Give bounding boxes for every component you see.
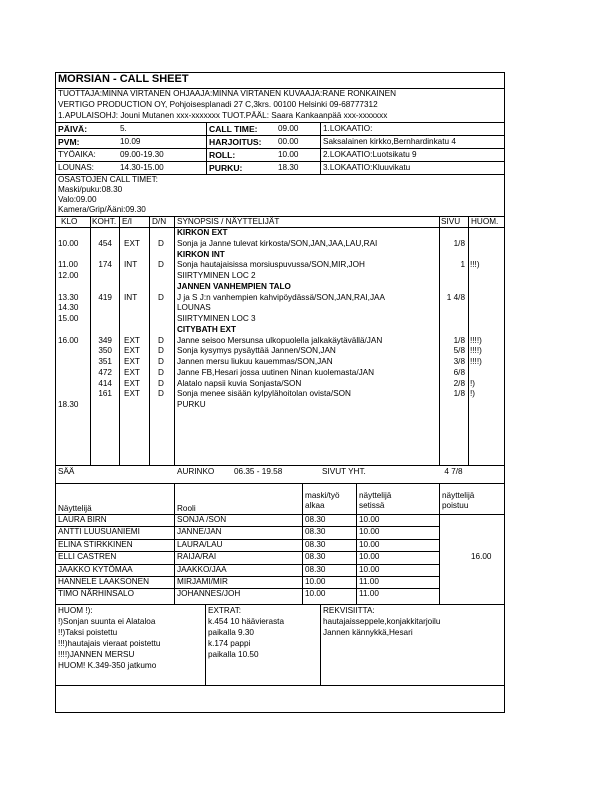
call-sheet [55,72,505,713]
divider [56,514,504,515]
schedule-note: !!!) [470,260,480,270]
divider [56,588,439,589]
divider [356,483,357,604]
rekvisiitta-line: hautajaisseppele,konjakkitarjoilu [323,617,441,626]
dept-item: Maski/puku:08.30 [58,185,123,194]
schedule-pages: 6/8 [453,367,465,377]
divider [56,161,504,162]
cast-actor: ELLI CASTREN [58,552,117,562]
divider [439,483,440,604]
schedule-int-ext: EXT [124,335,140,345]
huom-line: !!)Taksi poistettu [58,628,118,637]
pages-total-label: SIVUT YHT. [322,467,366,476]
location-3: 3.LOKAATIO:Kluuvikatu [323,163,411,172]
roll-label: ROLL: [209,150,236,160]
extrat-line: k.174 pappi [208,639,251,648]
cast-role: JOHANNES/JOH [177,589,241,599]
divider [56,465,504,466]
schedule-int-ext: EXT [124,378,140,388]
company-line: VERTIGO PRODUCTION OY, Pohjoisesplanadi 27 C,3krs. 00100 Helsinki 09-68777312 [58,100,378,109]
schedule-day-night: D [158,335,164,345]
cast-set-time: 11.00 [359,589,379,599]
schedule-scene: 349 [98,335,112,345]
schedule-scene: 174 [98,260,112,270]
dept-item: Kamera/Grip/Ääni:09.30 [58,205,146,214]
divider [149,216,150,465]
schedule-int-ext: EXT [124,389,140,399]
cast-header-out: näyttelijä [442,491,475,500]
divider [56,526,439,527]
schedule-time: 11.00 [58,260,78,270]
schedule-synopsis: Alatalo napsii kuvia Sonjasta/SON [177,378,302,388]
extrat-line: k.454 10 häävierasta [208,617,285,626]
cast-header-out-2: poistuu [442,501,469,510]
cast-makeup-time: 10.00 [305,577,326,586]
cast-actor: ANTTI LUUSUANIEMI [58,527,140,537]
paiva-label: PÄIVÄ: [58,124,88,134]
divider [56,576,439,577]
schedule-time: 12.00 [58,271,79,280]
cast-header-actor: Näyttelijä [58,504,92,513]
cast-makeup-time: 08.30 [305,552,326,562]
schedule-day-night: D [158,346,164,356]
schedule-int-ext: EXT [124,346,140,356]
purku-label: PURKU: [209,163,243,173]
calltime-label: CALL TIME: [209,124,258,134]
cast-set-time: 11.00 [359,577,379,586]
col-header-klo: KLO [61,217,78,226]
pvm-value: 10.09 [120,137,141,146]
huom-line: !!!)hautajais vieraat poistettu [58,639,161,648]
schedule-location-heading: JANNEN VANHEMPIEN TALO [177,281,291,291]
cast-makeup-time: 08.30 [305,527,326,537]
schedule-int-ext: INT [124,260,138,270]
schedule-synopsis: Janne seisoo Mersunsa ulkopuolella jalkakäytävällä/JAN [177,335,383,345]
divider [119,216,120,465]
schedule-pages: 5/8 [453,346,465,356]
schedule-note: !) [470,378,476,388]
dept-item: Valo:09.00 [58,195,97,204]
purku-value: 18.30 [278,163,299,172]
cast-header-set-2: setissä [359,501,385,510]
lounas-value: 14.30-15.00 [120,163,164,172]
schedule-int-ext: EXT [124,357,140,366]
schedule-synopsis: Sonja ja Janne tulevat kirkosta/SON,JAN,JAA,LAU,RAI [177,238,378,248]
tyoaika-label: TYÖAIKA: [58,150,96,159]
extrat-heading: EXTRAT: [208,606,242,615]
huom-line: !)Sonjan suunta ei Alataloa [58,617,156,626]
cast-makeup-time: 08.30 [305,515,326,524]
rekvisiitta-line: Jannen kännykkä,Hesari [323,628,413,637]
schedule-time: 14.30 [58,303,79,313]
schedule-location-heading: KIRKON INT [177,249,225,259]
sunrise-label: AURINKO [177,467,215,476]
cast-role: SONJA /SON [177,515,227,524]
schedule-synopsis: SIIRTYMINEN LOC 3 [177,314,256,323]
cast-role: LAURA/LAU [177,539,223,549]
schedule-scene: 414 [98,378,112,388]
divider [56,122,504,123]
cast-actor: ELINA STIRKKINEN [58,539,133,549]
schedule-day-night: D [158,378,164,388]
huom-heading: HUOM !): [58,606,93,615]
schedule-synopsis: Sonja hautajaisissa morsiuspuvussa/SON,MIR,JOH [177,260,365,270]
cast-role: JANNE/JAN [177,527,222,537]
schedule-int-ext: EXT [124,238,140,248]
col-header-synopsis: SYNOPSIS / NÄYTTELIJÄT [177,217,280,226]
schedule-int-ext: INT [124,292,138,302]
divider [56,539,439,540]
cast-header-mask: maski/työ [305,491,340,500]
divider [468,216,469,465]
cast-header-set: näyttelijä [359,491,392,500]
schedule-time: 15.00 [58,314,79,323]
schedule-pages: 1 [460,260,465,270]
location-1-label: 1.LOKAATIO: [323,124,373,133]
divider [56,135,504,136]
lounas-label: LOUNAS: [58,163,94,172]
schedule-pages: 1/8 [453,335,465,345]
extrat-line: paikalla 9.30 [208,628,254,637]
calltime-value: 09.00 [278,124,299,133]
schedule-time: 13.30 [58,292,79,302]
divider [56,564,439,565]
cast-actor: LAURA BIRN [58,515,107,524]
schedule-day-night: D [158,238,164,248]
assistants-line: 1.APULAISOHJ: Jouni Mutanen xxx-xxxxxxx TUOT.PÄÄL: Saara Kankaanpää xxx-xxxxxxx [58,111,388,120]
location-2: 2.LOKAATIO:Luotsikatu 9 [323,150,417,159]
schedule-synopsis: PURKU [177,400,206,409]
schedule-synopsis: Janne FB,Hesari jossa uutinen Ninan kuolemasta/JAN [177,367,375,377]
cast-set-time: 10.00 [359,515,380,524]
location-1-value: Saksalainen kirkko,Bernhardinkatu 4 [323,137,456,146]
cast-role: MIRJAMI/MIR [177,577,228,586]
cast-header-role: Rooli [177,504,196,513]
weather-label: SÄÄ [58,467,75,476]
schedule-note: !!!!) [470,346,482,356]
schedule-scene: 351 [98,357,112,366]
schedule-int-ext: EXT [124,367,140,377]
schedule-pages: 2/8 [453,378,465,388]
schedule-scene: 419 [98,292,112,302]
cast-set-time: 10.00 [359,527,380,537]
schedule-day-night: D [158,367,164,377]
cast-leave-time: 16.00 [471,552,492,562]
huom-line: HUOM! K.349-350 jatkumo [58,661,157,670]
page-title: MORSIAN - CALL SHEET [58,73,189,85]
schedule-pages: 1/8 [453,389,465,399]
schedule-synopsis: Sonja menee sisään kylpylähoitolan ovista/SON [177,389,351,399]
schedule-synopsis: Sonja kysymys pysäyttää Jannen/SON,JAN [177,346,336,356]
divider [56,227,504,228]
divider [56,604,504,605]
schedule-time: 10.00 [58,238,79,248]
schedule-scene: 350 [98,346,112,356]
harjoitus-value: 00.00 [278,137,299,146]
schedule-pages: 1 4/8 [446,292,465,302]
cast-makeup-time: 08.30 [305,539,326,549]
schedule-scene: 472 [98,367,112,377]
cast-role: JAAKKO/JAA [177,564,227,574]
divider [56,483,504,484]
sunrise-value: 06.35 - 19.58 [234,467,283,476]
schedule-synopsis: SIIRTYMINEN LOC 2 [177,271,256,280]
divider [56,148,504,149]
divider [174,483,175,604]
cast-actor: JAAKKO KYTÖMAA [58,564,133,574]
cast-makeup-time: 10.00 [305,589,326,599]
divider [56,685,504,686]
col-header-ei: E/I [122,217,133,226]
schedule-scene: 161 [98,389,112,399]
schedule-scene: 454 [98,238,112,248]
cast-set-time: 10.00 [359,552,380,562]
cast-actor: HANNELE LAAKSONEN [58,577,150,586]
schedule-day-night: D [158,389,164,399]
schedule-synopsis: Jannen mersu liukuu kauemmas/SON,JAN [177,357,333,366]
divider [302,483,303,604]
divider [174,216,175,465]
schedule-location-heading: CITYBATH EXT [177,324,236,334]
harjoitus-label: HARJOITUS: [209,137,262,147]
schedule-synopsis: J ja S J:n vanhempien kahvipöydässä/SON,JAN,RAI,JAA [177,292,385,302]
cast-header-mask-2: alkaa [305,501,325,510]
divider [205,604,206,685]
schedule-note: !) [470,389,476,399]
schedule-pages: 1/8 [453,238,465,248]
tyoaika-value: 09.00-19.30 [120,150,164,159]
paiva-value: 5. [120,124,127,133]
schedule-time: 18.30 [58,400,79,409]
schedule-time: 16.00 [58,335,79,345]
crew-line: TUOTTAJA:MINNA VIRTANEN OHJAAJA:MINNA VIRTANEN KUVAAJA:RANE RONKAINEN [58,89,397,98]
col-header-koht: KOHT. [92,217,117,226]
cast-actor: TIMO NÄRHINSALO [58,589,134,599]
divider [56,551,439,552]
col-header-huom: HUOM. [471,217,499,226]
schedule-pages: 3/8 [453,357,465,366]
cast-role: RAIJA/RAI [177,552,217,562]
dept-heading: OSASTOJEN CALL TIMET: [58,175,158,184]
schedule-day-night: D [158,260,164,270]
rekvisiitta-heading: REKVISIITTA: [323,606,375,615]
extrat-line: paikalla 10.50 [208,650,259,659]
schedule-synopsis: LOUNAS [177,303,211,313]
schedule-note: !!!!) [470,335,482,345]
cast-makeup-time: 08.30 [305,564,326,574]
cast-set-time: 10.00 [359,539,380,549]
schedule-note: !!!!) [470,357,482,366]
schedule-day-night: D [158,357,164,366]
divider [320,604,321,685]
schedule-location-heading: KIRKON EXT [177,228,228,237]
col-header-dn: D/N [152,217,167,226]
huom-line: !!!!)JANNEN MERSU [58,650,135,659]
pages-total-value: 4 7/8 [444,467,463,476]
schedule-day-night: D [158,292,164,302]
col-header-sivu: SIVU [441,217,461,226]
roll-value: 10.00 [278,150,299,159]
cast-set-time: 10.00 [359,564,380,574]
pvm-label: PVM: [58,137,80,147]
